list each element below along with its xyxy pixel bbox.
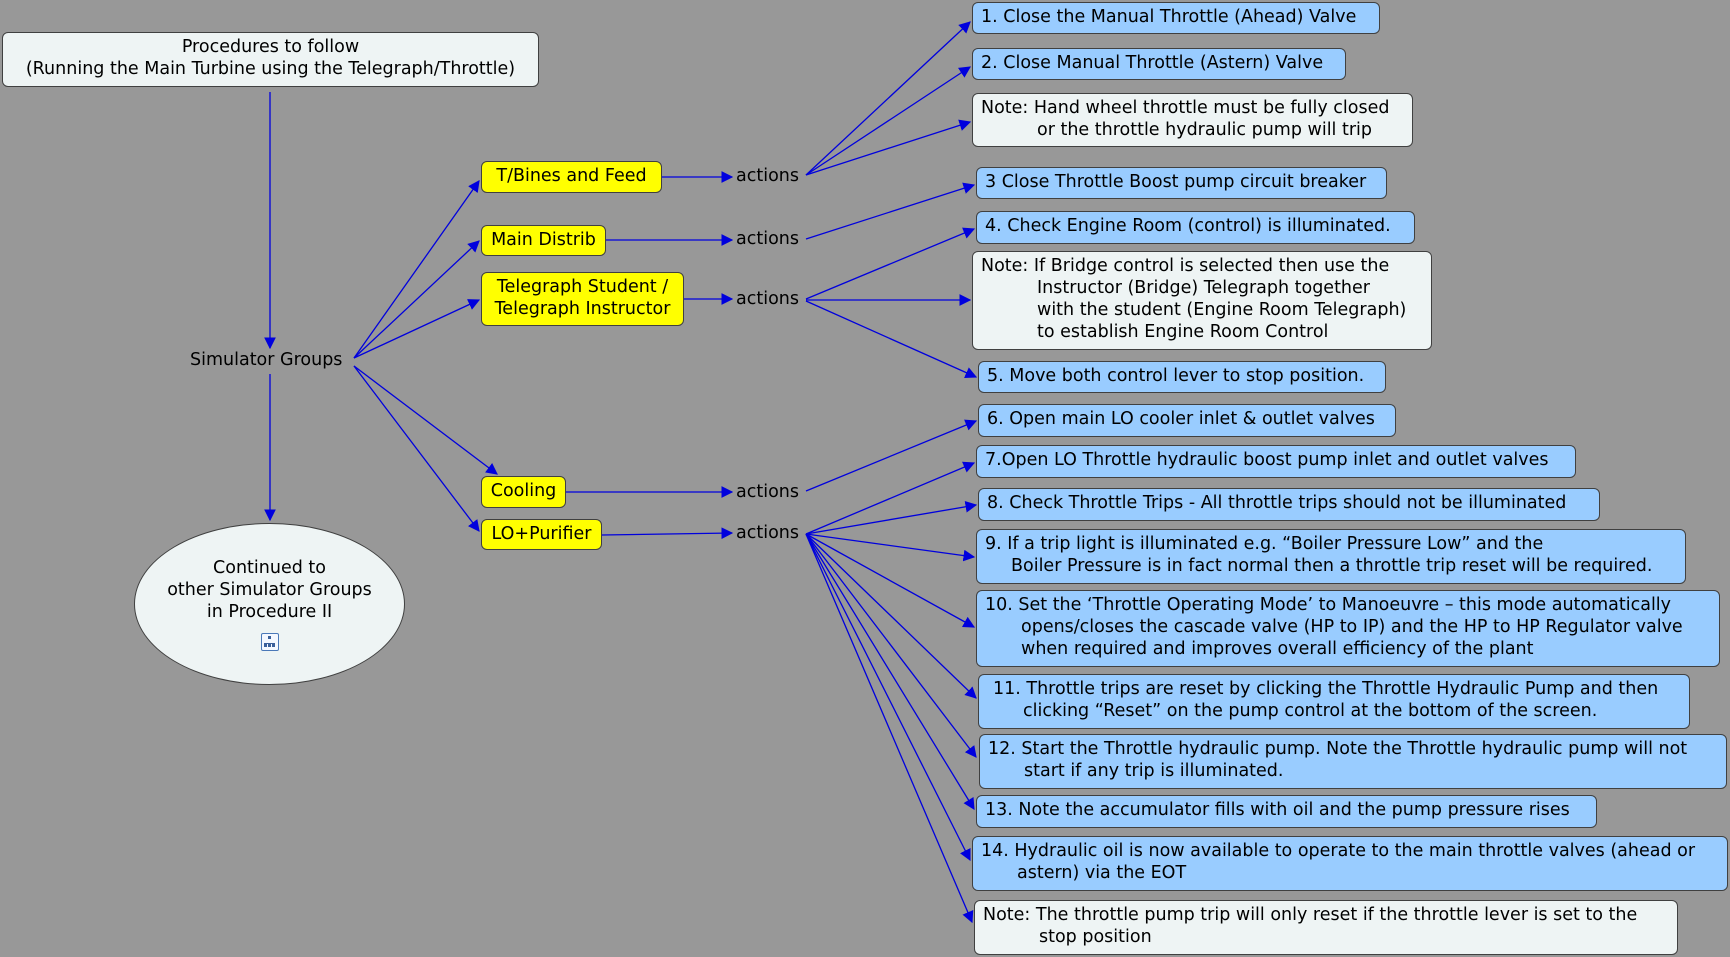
group-tbines-and-feed[interactable]: T/Bines and Feed xyxy=(481,161,662,193)
link-a3-s5 xyxy=(806,301,976,377)
group-telegraph[interactable] xyxy=(481,272,684,326)
actions-label-cooling[interactable]: actions xyxy=(736,482,799,502)
link-a5-s14 xyxy=(806,534,970,860)
link-groups-to-telegraph xyxy=(354,300,479,358)
step-11-line-2: clicking “Reset” on the pump control at the bottom of the screen. xyxy=(1023,701,1598,721)
continued-line-2: other Simulator Groups xyxy=(167,580,372,600)
step-14-line-2: astern) via the EOT xyxy=(1017,863,1187,883)
step-7[interactable]: 7.Open LO Throttle hydraulic boost pump inlet and outlet valves xyxy=(976,445,1576,478)
continued-node[interactable] xyxy=(134,523,405,685)
step-12-line-2: start if any trip is illuminated. xyxy=(1024,761,1284,781)
step-14[interactable] xyxy=(972,836,1728,891)
group-telegraph-line-1: Telegraph Student / xyxy=(496,277,669,297)
step-9-line-1: 9. If a trip light is illuminated e.g. “Boiler Pressure Low” and the xyxy=(985,534,1544,554)
group-lo-purifier[interactable]: LO+Purifier xyxy=(481,519,602,550)
link-a2-s3 xyxy=(806,185,974,239)
step-10-line-2: opens/closes the cascade valve (HP to IP) and the HP to HP Regulator valve xyxy=(1021,617,1683,637)
note-2-line-1: Note: If Bridge control is selected then use the xyxy=(981,256,1390,276)
step-2[interactable]: 2. Close Manual Throttle (Astern) Valve xyxy=(972,48,1346,80)
step-3[interactable]: 3 Close Throttle Boost pump circuit breaker xyxy=(976,167,1387,199)
step-12[interactable] xyxy=(979,734,1727,789)
note-3[interactable] xyxy=(974,900,1678,955)
link-a1-s2 xyxy=(806,67,970,175)
step-5[interactable]: 5. Move both control lever to stop position. xyxy=(978,361,1386,393)
link-groups-to-maindistrib xyxy=(354,241,479,358)
step-9-line-2: Boiler Pressure is in fact normal then a throttle trip reset will be required. xyxy=(1011,556,1653,576)
actions-label-maindistrib[interactable]: actions xyxy=(736,229,799,249)
link-a4-s6 xyxy=(806,421,976,491)
actions-label-lopurifier[interactable]: actions xyxy=(736,523,799,543)
actions-label-telegraph[interactable]: actions xyxy=(736,289,799,309)
title-line-2: (Running the Main Turbine using the Telegraph/Throttle) xyxy=(25,59,516,79)
title-line-1: Procedures to follow xyxy=(181,37,360,57)
link-a3-s4 xyxy=(806,229,974,299)
continued-line-3: in Procedure II xyxy=(206,602,333,622)
link-groups-to-lopurifier xyxy=(354,366,479,531)
link-groups-to-cooling xyxy=(354,366,497,474)
title-node[interactable] xyxy=(2,32,539,87)
group-telegraph-line-2: Telegraph Instructor xyxy=(494,299,671,319)
simulator-groups-label[interactable]: Simulator Groups xyxy=(190,350,343,370)
note-1[interactable] xyxy=(972,93,1413,147)
step-10[interactable] xyxy=(976,590,1720,667)
note-2-line-3: with the student (Engine Room Telegraph) xyxy=(1037,300,1407,320)
step-1[interactable]: 1. Close the Manual Throttle (Ahead) Valve xyxy=(972,2,1380,34)
link-groups-to-tbines xyxy=(354,181,479,358)
note-3-line-1: Note: The throttle pump trip will only reset if the throttle lever is set to the xyxy=(983,905,1638,925)
step-10-line-1: 10. Set the ‘Throttle Operating Mode’ to Manoeuvre – this mode automatically xyxy=(985,595,1672,615)
note-1-line-2: or the throttle hydraulic pump will trip xyxy=(1037,120,1373,140)
actions-label-tbines[interactable]: actions xyxy=(736,166,799,186)
step-9[interactable] xyxy=(976,529,1686,584)
note-2-line-2: Instructor (Bridge) Telegraph together xyxy=(1037,278,1370,298)
step-11-line-1: 11. Throttle trips are reset by clicking the Throttle Hydraulic Pump and then xyxy=(993,679,1659,699)
note-3-line-2: stop position xyxy=(1039,927,1152,947)
link-a1-s1 xyxy=(806,22,970,175)
link-a5-s10 xyxy=(806,534,974,627)
step-12-line-1: 12. Start the Throttle hydraulic pump. Note the Throttle hydraulic pump will not xyxy=(988,739,1688,759)
group-main-distrib[interactable]: Main Distrib xyxy=(481,225,606,256)
link-a5-s12 xyxy=(806,534,976,757)
link-a5-s8 xyxy=(806,505,976,534)
concept-map-icon[interactable] xyxy=(261,633,279,651)
step-8[interactable]: 8. Check Throttle Trips - All throttle trips should not be illuminated xyxy=(978,488,1600,521)
step-4[interactable]: 4. Check Engine Room (control) is illuminated. xyxy=(976,211,1415,244)
link-a5-note3 xyxy=(806,534,972,922)
step-10-line-3: when required and improves overall efficiency of the plant xyxy=(1021,639,1534,659)
step-11[interactable] xyxy=(978,674,1690,729)
note-2-line-4: to establish Engine Room Control xyxy=(1037,322,1329,342)
note-2[interactable] xyxy=(972,251,1432,350)
continued-line-1: Continued to xyxy=(213,558,326,578)
link-a1-note1 xyxy=(806,122,970,175)
step-13[interactable]: 13. Note the accumulator fills with oil and the pump pressure rises xyxy=(976,795,1597,828)
step-6[interactable]: 6. Open main LO cooler inlet & outlet valves xyxy=(978,404,1396,437)
link-a5-s7 xyxy=(806,463,974,534)
group-cooling[interactable]: Cooling xyxy=(481,476,566,508)
link-a5-s9 xyxy=(806,534,974,557)
link-lopurifier-to-actions xyxy=(602,533,732,535)
step-14-line-1: 14. Hydraulic oil is now available to operate to the main throttle valves (ahead or xyxy=(981,841,1696,861)
note-1-line-1: Note: Hand wheel throttle must be fully closed xyxy=(981,98,1390,118)
